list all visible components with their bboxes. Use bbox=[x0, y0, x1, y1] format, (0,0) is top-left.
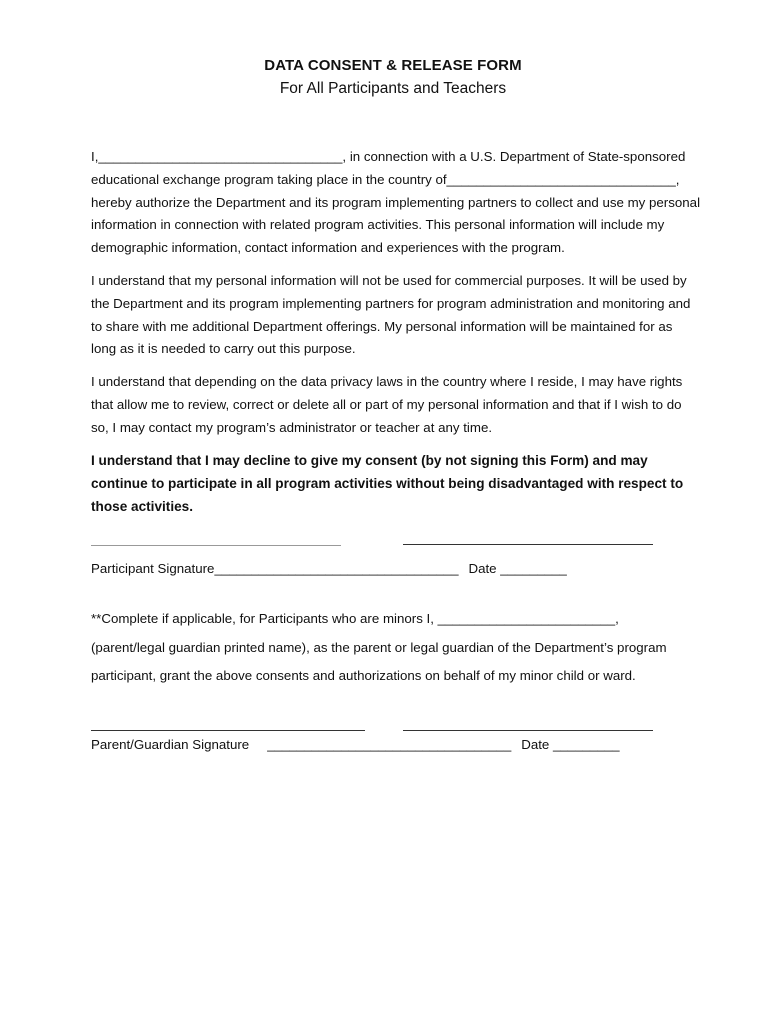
participant-date-label: Date _________ bbox=[468, 561, 567, 576]
guardian-signature-label: Parent/Guardian Signature bbox=[91, 737, 250, 752]
participant-signature-line[interactable] bbox=[91, 545, 341, 546]
guardian-date-line[interactable] bbox=[403, 730, 653, 731]
guardian-signature-line[interactable] bbox=[91, 730, 365, 731]
privacy-rights-paragraph: I understand that depending on the data privacy laws in the country where I reside, I may have rights that allow me to review, correct or delete all or part of my personal information and that if I wish to do so, I may contact my program’s administrator or teacher at any time. bbox=[91, 374, 683, 435]
participant-signature-label: Participant Signature_________________________________ bbox=[91, 561, 459, 576]
minor-section-line-1: **Complete if applicable, for Participants who are minors I, ________________________, bbox=[91, 611, 619, 626]
guardian-signature-row bbox=[91, 737, 620, 752]
participant-signature-row bbox=[91, 561, 567, 576]
minor-section-line-2: (parent/legal guardian printed name), as the parent or legal guardian of the Department’s program bbox=[91, 640, 667, 655]
guardian-date-label: Date _________ bbox=[521, 737, 620, 752]
decline-consent-paragraph: I understand that I may decline to give my consent (by not signing this Form) and may continue to participate in all program activities without being disadvantaged with respect to those activities. bbox=[91, 453, 684, 514]
participant-date-line[interactable] bbox=[403, 544, 653, 545]
minor-section-line-3: participant, grant the above consents and authorizations on behalf of my minor child or ward. bbox=[91, 668, 636, 683]
guardian-signature-blank: _________________________________ bbox=[267, 737, 512, 752]
form-subtitle: For All Participants and Teachers bbox=[279, 80, 507, 97]
authorization-paragraph: I,_________________________________, in connection with a U.S. Department of State-sponsored educational exchange program taking place in the country of_______________________________, hereby authorize the Department and its program implementing partners to collect and use my personal information in connection with related program activities. This personal information will include my demographic information, contact information and experiences with the program. bbox=[91, 149, 701, 256]
form-title: DATA CONSENT & RELEASE FORM bbox=[264, 57, 522, 74]
usage-paragraph: I understand that my personal information will not be used for commercial purposes. It will be used by the Department and its program implementing partners for program administration and monitoring and to share with me additional Department offerings. My personal information will be maintained for as long as it is needed to carry out this purpose. bbox=[91, 273, 691, 357]
